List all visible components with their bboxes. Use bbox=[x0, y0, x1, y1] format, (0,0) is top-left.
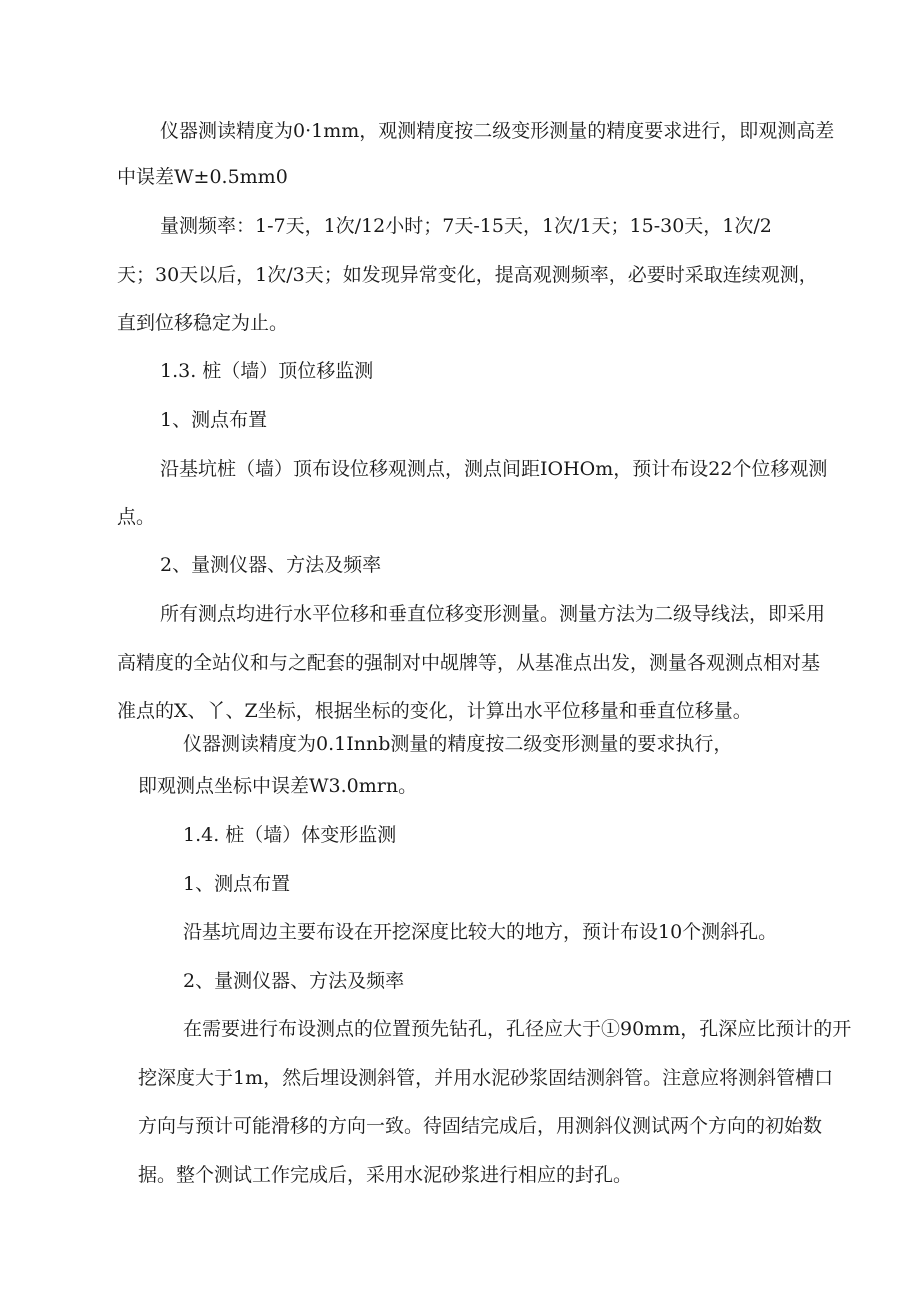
paragraph-frequency-line-3: 直到位移稳定为止。 bbox=[117, 312, 289, 334]
paragraph-layout-line-1: 沿基坑桩（墙）顶布设位移观测点，测点间距IOHOm，预计布设22个位移观测 bbox=[160, 458, 828, 480]
paragraph-frequency-line-1: 量测频率：1-7天，1次/12小时；7天-15天，1次/1天；15-30天，1次/2 bbox=[160, 215, 772, 237]
paragraph-method-line-2: 高精度的全站仪和与之配套的强制对中觇牌等，从基准点出发，测量各观测点相对基 bbox=[117, 652, 821, 674]
paragraph-drilling-line-1: 在需要进行布设测点的位置预先钻孔，孔径应大于①90mm，孔深应比预计的开 bbox=[183, 1018, 852, 1040]
subheading-instruments-2: 2、量测仪器、方法及频率 bbox=[183, 970, 405, 992]
subheading-point-layout-2: 1、测点布置 bbox=[183, 873, 291, 895]
paragraph-drilling-line-2: 挖深度大于1m，然后埋设测斜管，并用水泥砂浆固结测斜管。注意应将测斜管槽口 bbox=[138, 1067, 834, 1089]
subheading-point-layout: 1、测点布置 bbox=[160, 409, 268, 431]
paragraph-precision-line-2: 中误差W±0.5mm0 bbox=[117, 166, 288, 188]
paragraph-method-line-1: 所有测点均进行水平位移和垂直位移变形测量。测量方法为二级导线法，即采用 bbox=[160, 603, 826, 625]
subheading-instruments: 2、量测仪器、方法及频率 bbox=[160, 554, 382, 576]
paragraph-reading-precision-line-1: 仪器测读精度为0.1Innb测量的精度按二级变形测量的要求执行， bbox=[183, 733, 733, 755]
paragraph-drilling-line-3: 方向与预计可能滑移的方向一致。待固结完成后，用测斜仪测试两个方向的初始数 bbox=[138, 1115, 823, 1137]
section-heading-1-4: 1.4. 桩（墙）体变形监测 bbox=[183, 824, 397, 846]
paragraph-drilling-line-4: 据。整个测试工作完成后，采用水泥砂浆进行相应的封孔。 bbox=[138, 1164, 633, 1186]
paragraph-reading-precision-line-2: 即观测点坐标中误差W3.0mrn。 bbox=[138, 775, 418, 797]
paragraph-frequency-line-2: 天；30天以后，1次/3天；如发现异常变化，提高观测频率，必要时采取连续观测， bbox=[117, 264, 818, 286]
section-heading-1-3: 1.3. 桩（墙）顶位移监测 bbox=[160, 360, 374, 382]
paragraph-layout-line-2: 点。 bbox=[117, 506, 156, 528]
paragraph-precision-line-1: 仪器测读精度为0·1mm，观测精度按二级变形测量的精度要求进行，即观测高差 bbox=[160, 120, 835, 142]
paragraph-inclinometer-holes: 沿基坑周边主要布设在开挖深度比较大的地方，预计布设10个测斜孔。 bbox=[183, 921, 778, 943]
paragraph-method-line-3: 准点的X、丫、Z坐标，根据坐标的变化，计算出水平位移量和垂直位移量。 bbox=[117, 700, 752, 722]
